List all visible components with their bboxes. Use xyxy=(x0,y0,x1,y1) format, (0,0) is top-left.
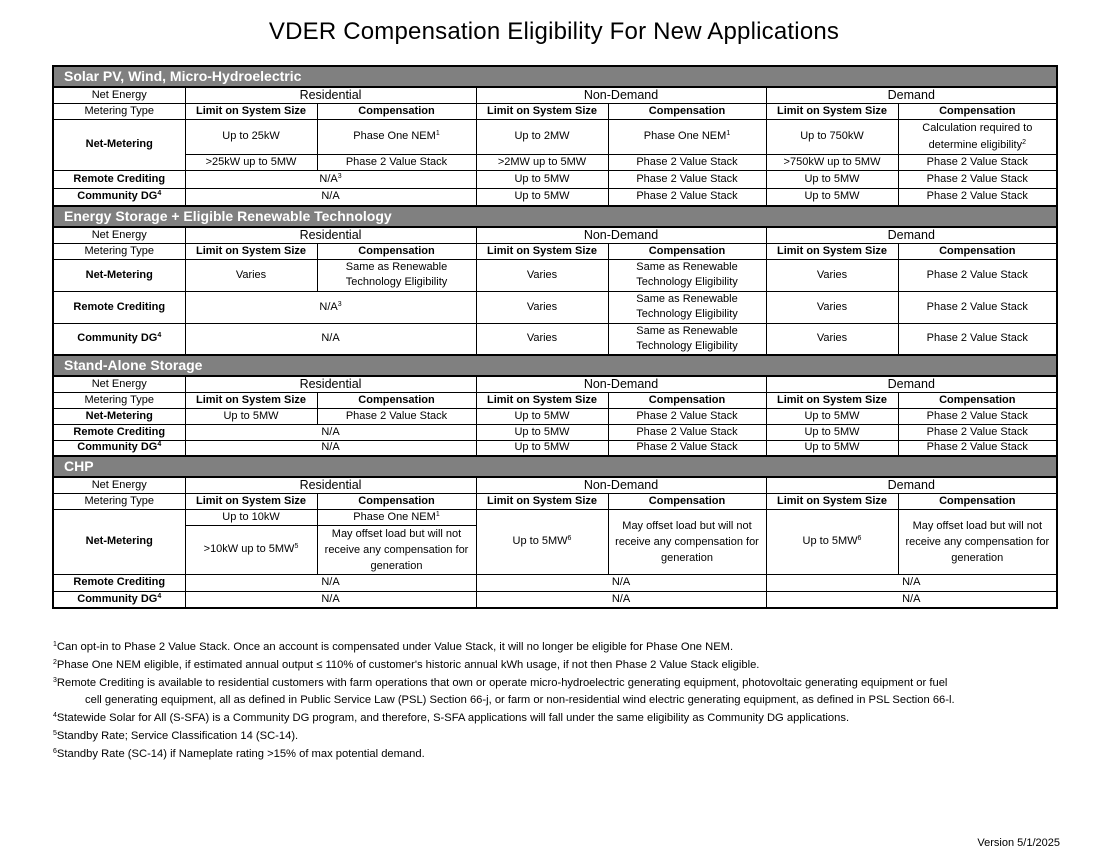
table-cell: Phase 2 Value Stack xyxy=(608,408,766,424)
table-cell: >2MW up to 5MW xyxy=(476,154,608,170)
table-cell: Up to 5MW xyxy=(476,188,608,206)
table-cell: Up to 5MW xyxy=(766,188,898,206)
table-cell: Varies xyxy=(185,259,317,291)
limit-header: Limit on System Size xyxy=(476,392,608,408)
residential-header: Residential xyxy=(185,376,476,392)
table-cell: Same as Renewable Technology Eligibility xyxy=(608,259,766,291)
table-cell: N/A xyxy=(476,591,766,608)
table-cell: Up to $5MW^6$ xyxy=(766,509,898,574)
table-cell: Up to 5MW xyxy=(766,424,898,440)
footnote: $^1$Can opt-in to Phase 2 Value Stack. Once an account is compensated under Value Stack, it will no longer be eligible for Phase One NEM. xyxy=(53,641,734,653)
table-cell: Varies xyxy=(766,259,898,291)
table-cell: Phase 2 Value Stack xyxy=(608,424,766,440)
demand-header: Demand xyxy=(766,227,1057,243)
table-cell: Phase 2 Value Stack xyxy=(317,154,476,170)
table-cell: Up to 5MW xyxy=(476,440,608,456)
table-cell: N/A xyxy=(766,574,1057,591)
table-cell: Varies xyxy=(476,291,608,323)
compensation-header: Compensation xyxy=(898,493,1057,509)
table-cell: Up to $5MW^6$ xyxy=(476,509,608,574)
table-cell: Up to 5MW xyxy=(766,408,898,424)
footnotes xyxy=(53,639,955,764)
footnote-continuation: cell generating equipment, all as defined in Public Service Law (PSL) Section 66-j, or farm or non-residential wind electric generating equipment, as defined in PSL Section 66-l. xyxy=(85,694,955,707)
table-cell: Up to 750kW xyxy=(766,119,898,154)
table-cell: N/A xyxy=(476,574,766,591)
table-cell: Phase 2 Value Stack xyxy=(898,323,1057,355)
limit-header: Limit on System Size xyxy=(185,103,317,119)
compensation-header: Compensation xyxy=(608,243,766,259)
compensation-header: Compensation xyxy=(608,103,766,119)
net-energy-label: Net Energy xyxy=(53,87,185,103)
table-cell: Phase 2 Value Stack xyxy=(898,154,1057,170)
remote-crediting-label: Remote Crediting xyxy=(53,424,185,440)
table-cell: N/A xyxy=(185,574,476,591)
table-cell: Varies xyxy=(476,323,608,355)
footnote: $^5$Standby Rate; Service Classification 14 (SC-14). xyxy=(53,729,299,742)
non-demand-header: Non-Demand xyxy=(476,87,766,103)
table-cell: Phase 2 Value Stack xyxy=(898,259,1057,291)
table-cell: N/A xyxy=(185,188,476,206)
limit-header: Limit on System Size xyxy=(185,493,317,509)
compensation-header: Compensation xyxy=(317,243,476,259)
remote-crediting-label: Remote Crediting xyxy=(53,574,185,591)
table-cell: Up to 5MW xyxy=(476,424,608,440)
community-dg-label: Community $DG^4$ xyxy=(53,323,185,355)
footnote: $^3$Remote Crediting is available to residential customers with farm operations that own or operate micro-hydroelectric generating equipment, photovoltaic generating equipment or fuel xyxy=(53,676,948,689)
limit-header: Limit on System Size xyxy=(766,103,898,119)
footnote: $^6$Standby Rate (SC-14) if Nameplate rating >15% of max potential demand. xyxy=(53,747,425,760)
table-cell: Phase 2 Value Stack xyxy=(898,188,1057,206)
compensation-header: Compensation xyxy=(898,392,1057,408)
table-cell: $N/A^3$ xyxy=(185,170,476,188)
community-dg-label: Community $DG^4$ xyxy=(53,188,185,206)
table-cell: Up to 5MW xyxy=(766,170,898,188)
table-cell: Up to 5MW xyxy=(476,170,608,188)
net-energy-label: Net Energy xyxy=(53,227,185,243)
table-cell: May offset load but will not receive any compensation for generation xyxy=(898,509,1057,574)
table-cell: Varies xyxy=(766,323,898,355)
limit-header: Limit on System Size xyxy=(476,103,608,119)
non-demand-header: Non-Demand xyxy=(476,376,766,392)
table-cell: N/A xyxy=(185,591,476,608)
table-cell: Varies xyxy=(476,259,608,291)
limit-header: Limit on System Size xyxy=(766,392,898,408)
table-cell: >10kW up to $5MW^5$ xyxy=(185,525,317,574)
table-cell: Up to 10kW xyxy=(185,509,317,525)
table-cell: >750kW up to 5MW xyxy=(766,154,898,170)
section-title-solar: Solar PV, Wind, Micro-Hydroelectric xyxy=(53,66,1057,87)
section-title-storage-renewable: Energy Storage + Eligible Renewable Technology xyxy=(53,206,1057,227)
table-cell: Phase 2 Value Stack xyxy=(608,440,766,456)
footnote: $^4$Statewide Solar for All (S-SFA) is a Community DG program, and therefore, S-SFA applications will fall under the same eligibility as Community DG applications. xyxy=(53,712,850,725)
table-cell: Up to 5MW xyxy=(766,440,898,456)
metering-type-label: Metering Type xyxy=(53,243,185,259)
table-cell: Same as Renewable Technology Eligibility xyxy=(608,323,766,355)
net-metering-label: Net-Metering xyxy=(53,408,185,424)
section-title-chp: CHP xyxy=(53,456,1057,477)
table-cell: Varies xyxy=(766,291,898,323)
demand-header: Demand xyxy=(766,477,1057,493)
table-cell: Phase One NEM$^1$ xyxy=(317,119,476,154)
compensation-header: Compensation xyxy=(317,493,476,509)
compensation-header: Compensation xyxy=(608,392,766,408)
limit-header: Limit on System Size xyxy=(766,493,898,509)
net-metering-label: Net-Metering xyxy=(53,119,185,170)
metering-type-label: Metering Type xyxy=(53,103,185,119)
table-cell: Phase 2 Value Stack xyxy=(898,440,1057,456)
limit-header: Limit on System Size xyxy=(476,493,608,509)
table-cell: Up to 5MW xyxy=(185,408,317,424)
table-cell: $N/A^3$ xyxy=(185,291,476,323)
demand-header: Demand xyxy=(766,87,1057,103)
table-cell: Up to 2MW xyxy=(476,119,608,154)
remote-crediting-label: Remote Crediting xyxy=(53,291,185,323)
table-cell: Phase 2 Value Stack xyxy=(898,408,1057,424)
community-dg-label: Community $DG^4$ xyxy=(53,591,185,608)
table-cell: Phase 2 Value Stack xyxy=(608,188,766,206)
limit-header: Limit on System Size xyxy=(185,392,317,408)
compensation-header: Compensation xyxy=(898,243,1057,259)
demand-header: Demand xyxy=(766,376,1057,392)
table-cell: Phase One NEM$^1$ xyxy=(608,119,766,154)
eligibility-table xyxy=(52,65,1058,609)
table-cell: Phase 2 Value Stack xyxy=(898,424,1057,440)
net-energy-label: Net Energy xyxy=(53,376,185,392)
table-cell: Same as Renewable Technology Eligibility xyxy=(317,259,476,291)
limit-header: Limit on System Size xyxy=(476,243,608,259)
section-title-standalone-storage: Stand-Alone Storage xyxy=(53,355,1057,376)
table-cell: >25kW up to 5MW xyxy=(185,154,317,170)
table-cell: Phase 2 Value Stack xyxy=(317,408,476,424)
compensation-header: Compensation xyxy=(317,103,476,119)
residential-header: Residential xyxy=(185,87,476,103)
metering-type-label: Metering Type xyxy=(53,392,185,408)
table-cell: Same as Renewable Technology Eligibility xyxy=(608,291,766,323)
table-cell: Phase One NEM$^1$ xyxy=(317,509,476,525)
table-cell: May offset load but will not receive any compensation for generation xyxy=(317,525,476,574)
non-demand-header: Non-Demand xyxy=(476,227,766,243)
footnote: $^2$Phase One NEM eligible, if estimated annual output ≤ 110% of customer's historic annual kWh usage, if not then Phase 2 Value Stack eligible. xyxy=(53,658,760,671)
table-cell: Up to 5MW xyxy=(476,408,608,424)
table-cell: May offset load but will not receive any compensation for generation xyxy=(608,509,766,574)
residential-header: Residential xyxy=(185,227,476,243)
remote-crediting-label: Remote Crediting xyxy=(53,170,185,188)
compensation-header: Compensation xyxy=(317,392,476,408)
table-cell: Phase 2 Value Stack xyxy=(898,170,1057,188)
compensation-header: Compensation xyxy=(898,103,1057,119)
metering-type-label: Metering Type xyxy=(53,493,185,509)
table-cell: N/A xyxy=(185,323,476,355)
residential-header: Residential xyxy=(185,477,476,493)
table-cell: N/A xyxy=(766,591,1057,608)
limit-header: Limit on System Size xyxy=(185,243,317,259)
community-dg-label: Community $DG^4$ xyxy=(53,440,185,456)
non-demand-header: Non-Demand xyxy=(476,477,766,493)
table-cell: Phase 2 Value Stack xyxy=(898,291,1057,323)
net-metering-label: Net-Metering xyxy=(53,509,185,574)
table-cell: Up to 25kW xyxy=(185,119,317,154)
net-metering-label: Net-Metering xyxy=(53,259,185,291)
page-title: VDER Compensation Eligibility For New Applications xyxy=(268,18,840,45)
table-cell: N/A xyxy=(185,440,476,456)
version-label: Version 5/1/2025 xyxy=(977,837,1060,849)
table-cell: Phase 2 Value Stack xyxy=(608,154,766,170)
table-cell: Calculation required to determine eligibility$^2$ xyxy=(898,119,1057,154)
table-cell: N/A xyxy=(185,424,476,440)
compensation-header: Compensation xyxy=(608,493,766,509)
limit-header: Limit on System Size xyxy=(766,243,898,259)
net-energy-label: Net Energy xyxy=(53,477,185,493)
table-cell: Phase 2 Value Stack xyxy=(608,170,766,188)
